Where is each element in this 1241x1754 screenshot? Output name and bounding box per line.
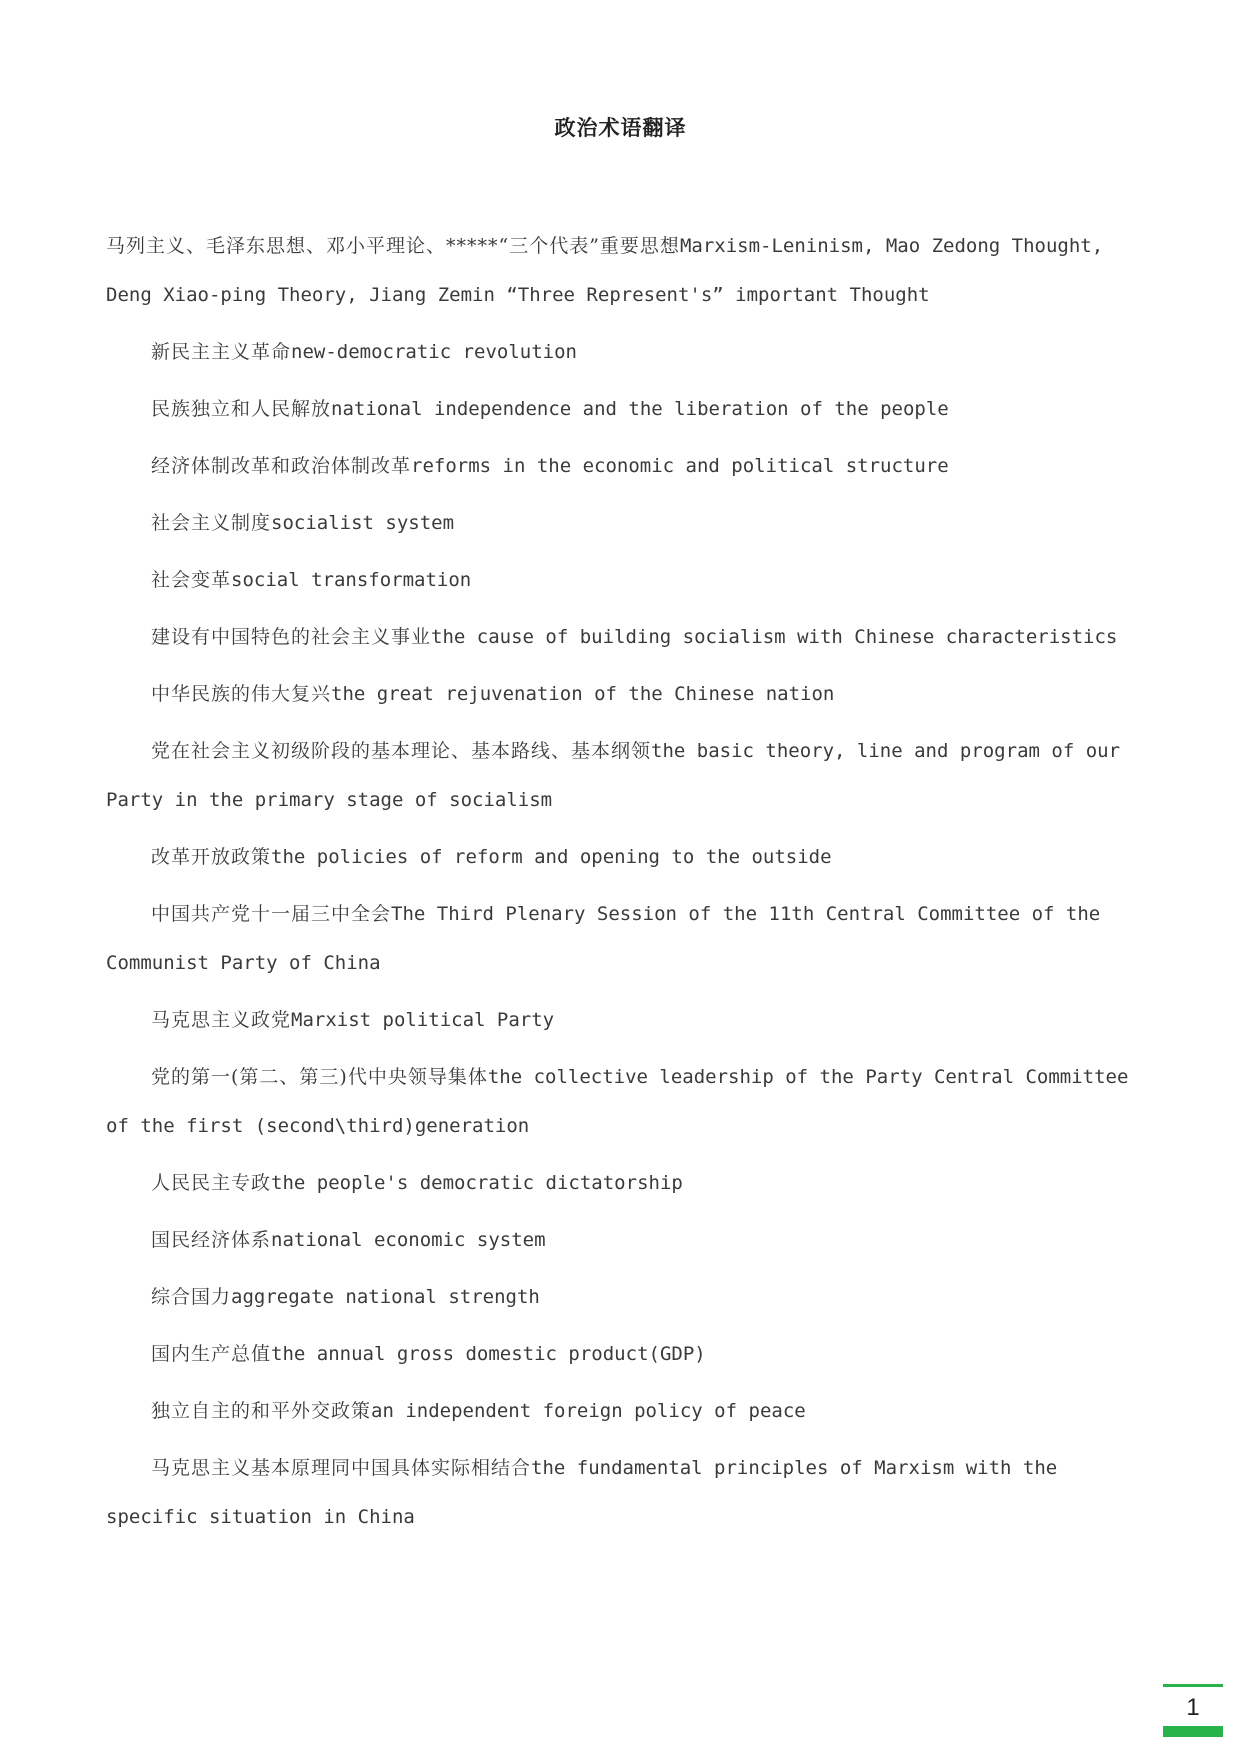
term-entry (106, 1330, 1138, 1379)
term-english: Marxist political Party (291, 1009, 555, 1031)
term-chinese: 社会主义制度 (151, 512, 272, 534)
term-entry (106, 556, 1138, 605)
term-entry (106, 385, 1138, 434)
term-english: reforms in the economic and political structure (411, 455, 949, 477)
term-english: the annual gross domestic product(GDP) (271, 1343, 706, 1365)
term-entry (106, 890, 1138, 988)
term-entry (106, 1216, 1138, 1265)
page-number-footer (1163, 1684, 1223, 1733)
term-chinese: 经济体制改革和政治体制改革 (151, 455, 412, 477)
term-english: the basic theory, line and program of our Party in the primary stage of socialism (106, 740, 1121, 811)
term-english: the policies of reform and opening to the outside (271, 846, 832, 868)
term-chinese: 国内生产总值 (151, 1343, 272, 1365)
term-english: the cause of building socialism with Chinese characteristics (431, 626, 1118, 648)
term-entry (106, 613, 1138, 662)
term-english: social transformation (231, 569, 472, 591)
term-chinese: 马克思主义政党 (151, 1009, 292, 1031)
term-chinese: 国民经济体系 (151, 1229, 272, 1251)
term-english: new-democratic revolution (291, 341, 577, 363)
term-entry (106, 833, 1138, 882)
term-english: national independence and the liberation of the people (331, 398, 949, 420)
term-chinese: 社会变革 (151, 569, 232, 591)
term-entry (106, 996, 1138, 1045)
term-chinese: 马列主义、毛泽东思想、邓小平理论、*****“三个代表”重要思想 (106, 235, 680, 257)
term-english: the fundamental principles of Marxism with the specific situation in China (106, 1457, 1058, 1528)
term-chinese: 人民民主专政 (151, 1172, 272, 1194)
term-chinese: 中国共产党十一届三中全会 (151, 903, 392, 925)
term-entry (106, 1387, 1138, 1436)
term-chinese: 独立自主的和平外交政策 (151, 1400, 372, 1422)
term-chinese: 党的第一(第二、第三)代中央领导集体 (151, 1066, 488, 1088)
document-title: 政治术语翻译 (554, 116, 687, 140)
term-chinese: 党在社会主义初级阶段的基本理论、基本路线、基本纲领 (151, 740, 652, 762)
page-number: 1 (1186, 1694, 1200, 1721)
term-entry (106, 1273, 1138, 1322)
term-entry (106, 328, 1138, 377)
term-entry (106, 1159, 1138, 1208)
term-entry (106, 670, 1138, 719)
term-english: The Third Plenary Session of the 11th Central Committee of the Communist Party of China (106, 903, 1101, 974)
term-entry (106, 222, 1138, 320)
term-entry (106, 1053, 1138, 1151)
page-number-accent-bar (1163, 1726, 1223, 1737)
term-chinese: 民族独立和人民解放 (151, 398, 332, 420)
term-english: socialist system (271, 512, 455, 534)
term-english: national economic system (271, 1229, 546, 1251)
term-chinese: 综合国力 (151, 1286, 232, 1308)
term-entry (106, 499, 1138, 548)
document-body (106, 222, 1138, 1550)
term-english: the collective leadership of the Party Central Committee of the first (second\third)generation (106, 1066, 1129, 1137)
term-english: an independent foreign policy of peace (371, 1400, 806, 1422)
term-chinese: 改革开放政策 (151, 846, 272, 868)
term-chinese: 中华民族的伟大复兴 (151, 683, 332, 705)
term-english: the great rejuvenation of the Chinese nation (331, 683, 835, 705)
term-english: Marxism-Leninism, Mao Zedong Thought, Deng Xiao-ping Theory, Jiang Zemin “Three Represent's” important Thought (106, 235, 1104, 306)
term-entry (106, 1444, 1138, 1542)
term-chinese: 新民主主义革命 (151, 341, 292, 363)
term-chinese: 马克思主义基本原理同中国具体实际相结合 (151, 1457, 532, 1479)
term-entry (106, 442, 1138, 491)
term-entry (106, 727, 1138, 825)
term-chinese: 建设有中国特色的社会主义事业 (151, 626, 432, 648)
term-english: aggregate national strength (231, 1286, 540, 1308)
term-english: the people's democratic dictatorship (271, 1172, 683, 1194)
